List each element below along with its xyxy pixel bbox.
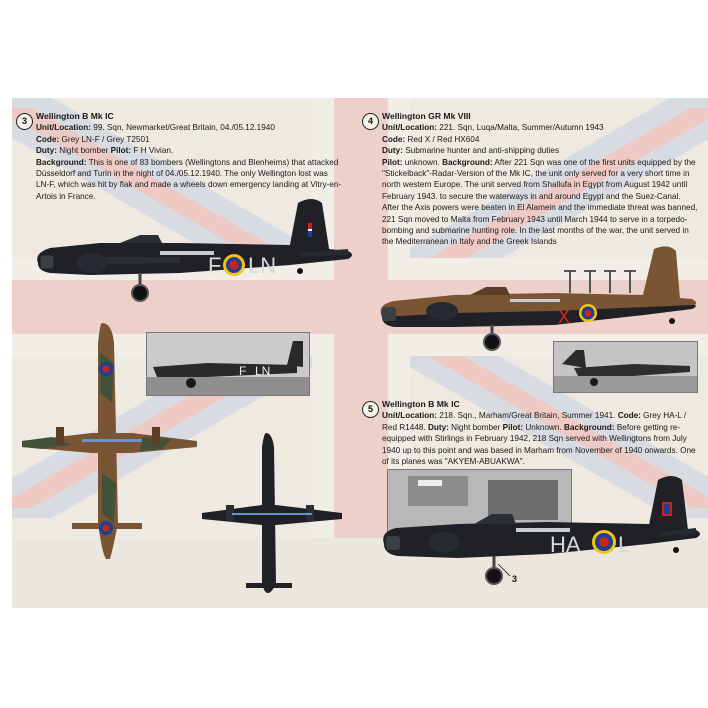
background-value: After 221 Sqn was one of the first units equipped by the "Stickelback"-Radar-Version of the Mk IC, the unit only served for a very short time in north western Europe. The unit served from Shallufa in Egypt from August 1942 until February 1943. to secure the waterways in and around Egypt and the Suez-Canal. After the Axis powers were beaten in El Alamein and the immediate threat was banned, 221 Sqn moved to Malta from February 1943 until March 1944 to serve in a torpedo-bombing and submarine hunting role. In the last months of the war, the unit served in the Mediterranean in Italy and the Greek Islands bbox=[382, 157, 698, 247]
profile-3-photo bbox=[146, 332, 310, 396]
code-label: Code: bbox=[617, 411, 641, 421]
profile-number-badge: 4 bbox=[362, 113, 379, 130]
unit-label: Unit/Location: bbox=[382, 123, 438, 133]
duty-value: Night bomber bbox=[56, 146, 111, 156]
profile-title: Wellington B Mk IC bbox=[36, 111, 114, 121]
profile-title: Wellington B Mk IC bbox=[382, 399, 460, 409]
background-value: This is one of 83 bombers (Wellingtons and Blenheims) that attacked Düsseldorf and Turin in the night of 04./05.12.1940. The only Wellington lost was LN-F, which was hit by flak and made a wheels down emergency landing at Vitry-en-Artois in France. bbox=[36, 157, 342, 201]
profile-5-text bbox=[382, 399, 698, 467]
profile-4-photo bbox=[553, 341, 698, 393]
profile-3-bottom-view bbox=[202, 433, 342, 593]
pilot-label: Pilot: bbox=[110, 146, 132, 156]
profile-4-side-view bbox=[374, 241, 700, 356]
code-value: Grey HA-L / Red R1448. bbox=[382, 411, 687, 432]
code-letter-right: L bbox=[618, 532, 631, 557]
profile-3-text bbox=[36, 111, 342, 202]
code-value: Grey LN-F / Grey T2501 bbox=[59, 134, 150, 144]
pilot-value: unknown. bbox=[402, 157, 443, 167]
profile-5-side-view bbox=[378, 468, 704, 593]
unit-value: 218. Sqn., Marham/Great Britain, Summer 1941. bbox=[437, 411, 618, 421]
profile-title: Wellington GR Mk VIII bbox=[382, 111, 471, 121]
profile-number-badge: 3 bbox=[16, 113, 33, 130]
code-value: Red X / Red HX604 bbox=[405, 134, 480, 144]
unit-value: 99. Sqn, Newmarket/Great Britain, 04./05.12.1940 bbox=[91, 123, 275, 133]
code-letters-left: HA bbox=[550, 532, 581, 557]
pilot-label: Pilot: bbox=[502, 422, 524, 432]
pilot-label: Pilot: bbox=[382, 157, 403, 167]
code-label: Code: bbox=[382, 134, 406, 144]
photo-code-left: F bbox=[239, 364, 247, 378]
background-label: Background: bbox=[564, 422, 615, 432]
pilot-value: Unknown. bbox=[523, 422, 565, 432]
unit-value: 221. Sqn, Luqa/Malta, Summer/Autumn 1943 bbox=[437, 123, 604, 133]
duty-value: Submarine hunter and anti-shipping duties bbox=[402, 146, 560, 156]
code-label: Code: bbox=[36, 134, 60, 144]
duty-value: Night bomber bbox=[448, 422, 503, 432]
duty-label: Duty: bbox=[36, 146, 57, 156]
unit-label: Unit/Location: bbox=[36, 123, 92, 133]
decal-sheet bbox=[12, 98, 708, 608]
code-letters-right: LN bbox=[248, 253, 277, 278]
profile-number-badge: 5 bbox=[362, 401, 379, 418]
duty-label: Duty: bbox=[427, 422, 449, 432]
profile-4-text bbox=[382, 111, 698, 248]
unit-label: Unit/Location: bbox=[382, 411, 438, 421]
code-letter-left: F bbox=[208, 253, 222, 278]
background-label: Background: bbox=[36, 157, 87, 167]
callout-number: 3 bbox=[512, 574, 518, 584]
pilot-value: F H Vivian. bbox=[131, 146, 174, 156]
duty-label: Duty: bbox=[382, 146, 403, 156]
background-value: Before getting re-equipped with Stirlings in February 1942, 218 Sqn served with Wellingtons from July 1940 up to this point and was based in Marham from November of 1940 onwards. One of its planes was "AKYEM-ABUAKWA". bbox=[382, 422, 696, 467]
background-label: Background: bbox=[442, 157, 493, 167]
profile-3-side-view bbox=[30, 193, 360, 308]
code-letter: X bbox=[558, 307, 571, 327]
photo-code-right: LN bbox=[255, 364, 271, 378]
